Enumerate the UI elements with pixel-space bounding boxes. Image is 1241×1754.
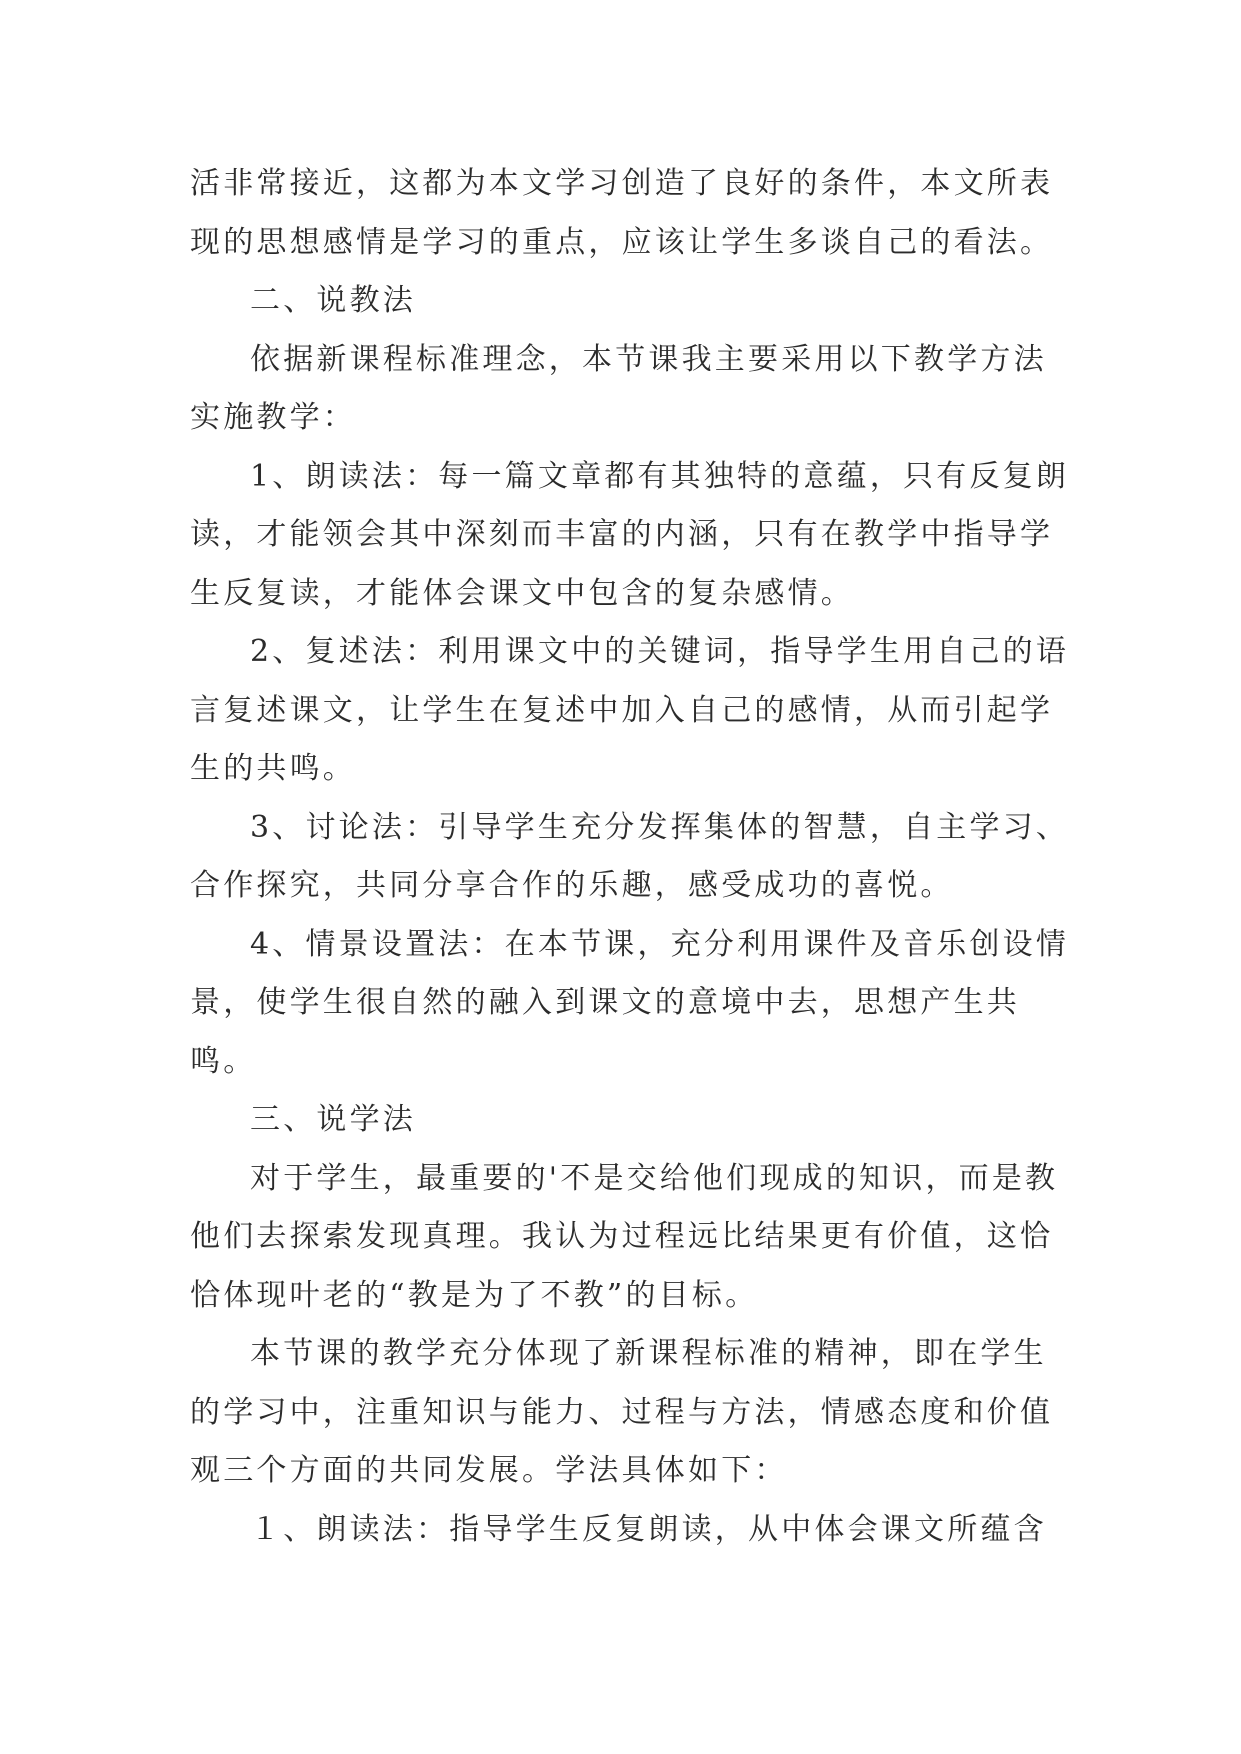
paragraph-intro-continuation: 活非常接近，这都为本文学习创造了良好的条件，本文所表现的思想感情是学习的重点，应该让学生多谈自己的看法。 xyxy=(190,166,1054,260)
paragraph-method-discussion: 3、讨论法：引导学生充分发挥集体的智慧，自主学习、合作探究，共同分享合作的乐趣，感受成功的喜悦。 xyxy=(190,809,1070,903)
section-heading-teaching-methods: 二、说教法 xyxy=(250,283,416,318)
paragraph-method-retelling: 2、复述法：利用课文中的关键词，指导学生用自己的语言复述课文，让学生在复述中加入自己的感情，从而引起学生的共鸣。 xyxy=(190,634,1070,786)
paragraph-method-reading: 1、朗读法：每一篇文章都有其独特的意蕴，只有反复朗读，才能领会其中深刻而丰富的内涵，只有在教学中指导学生反复读，才能体会课文中包含的复杂感情。 xyxy=(190,458,1070,611)
document-body xyxy=(190,155,1070,1559)
paragraph-curriculum-spirit: 本节课的教学充分体现了新课程标准的精神，即在学生的学习中，注重知识与能力、过程与方法，情感态度和价值观三个方面的共同发展。学法具体如下： xyxy=(190,1336,1054,1488)
paragraph-learning-reading: １、朗读法：指导学生反复朗读，从中体会课文所蕴含 xyxy=(250,1511,1047,1547)
section-heading-learning-methods: 三、说学法 xyxy=(250,1102,416,1137)
paragraph-methods-intro: 依据新课程标准理念，本节课我主要采用以下教学方法实施教学： xyxy=(190,341,1047,435)
paragraph-method-scenario: 4、情景设置法：在本节课，充分利用课件及音乐创设情景，使学生很自然的融入到课文的意境中去，思想产生共鸣。 xyxy=(190,926,1070,1079)
paragraph-learning-philosophy: 对于学生，最重要的'不是交给他们现成的知识，而是教他们去探索发现真理。我认为过程远比结果更有价值，这恰恰体现叶老的“教是为了不教”的目标。 xyxy=(190,1160,1059,1313)
